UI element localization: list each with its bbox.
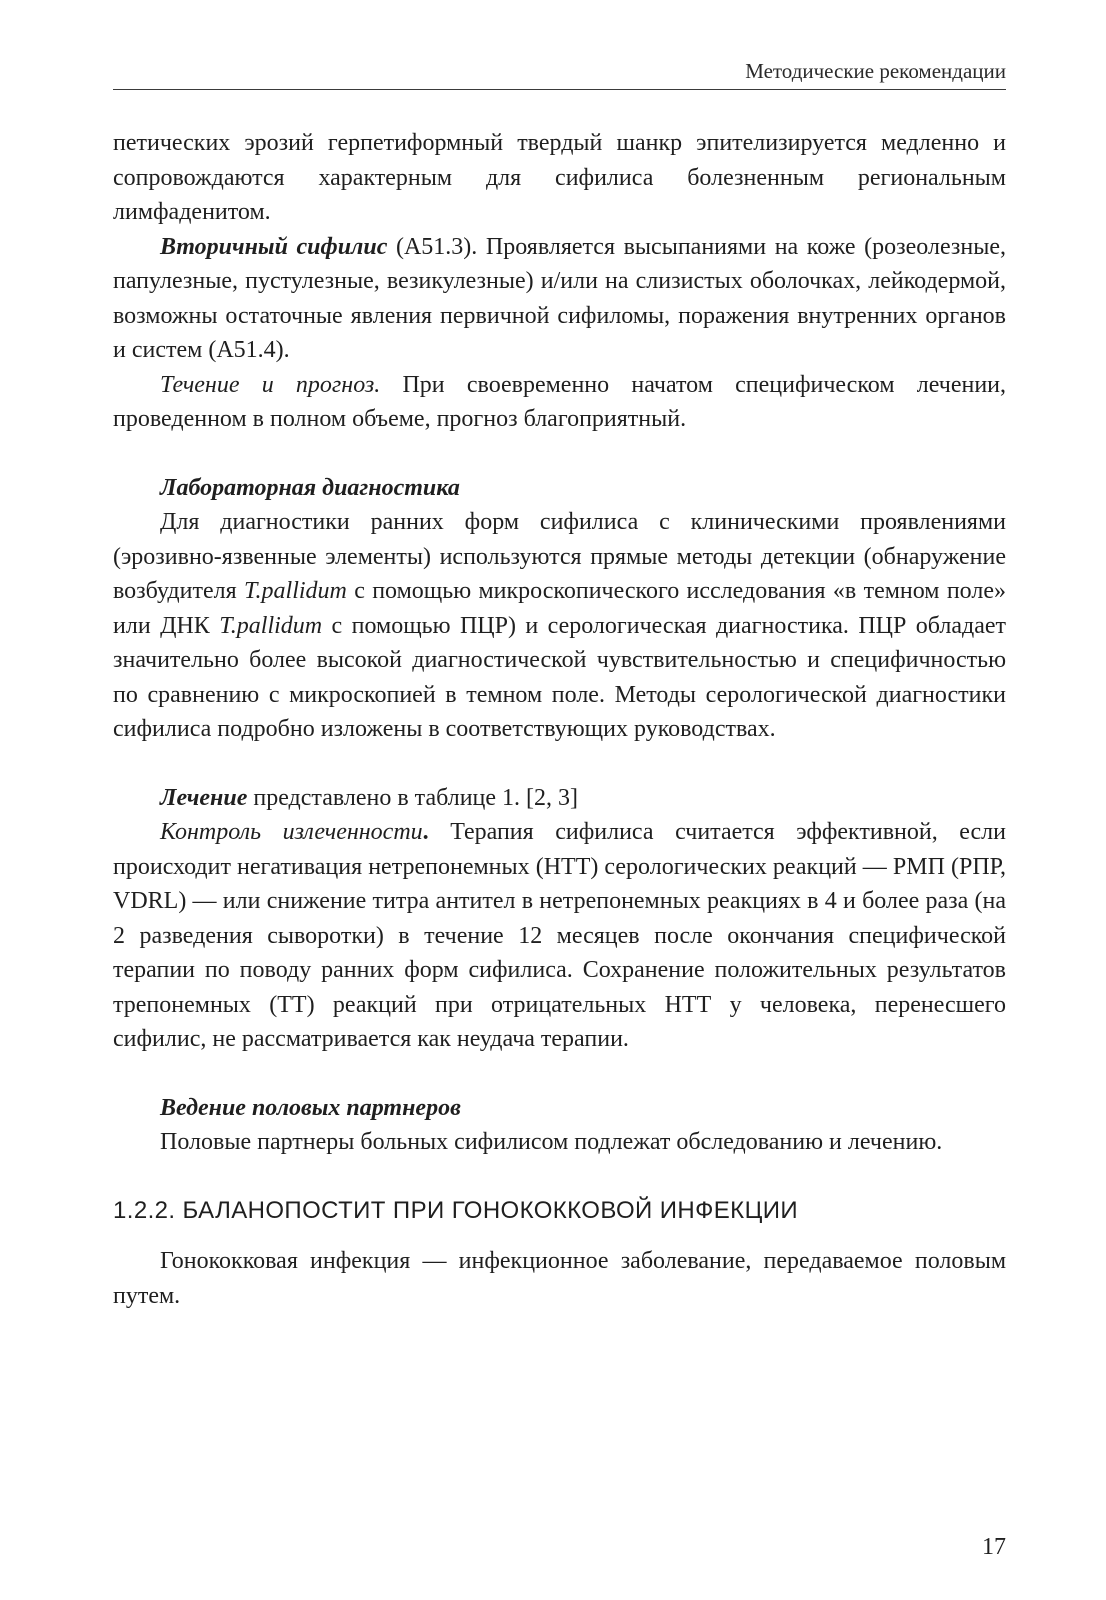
spacer: [113, 747, 1006, 781]
section-heading: 1.2.2. БАЛАНОПОСТИТ ПРИ ГОНОКОККОВОЙ ИНФЕКЦИИ: [113, 1196, 799, 1224]
term-course-prognosis: Течение и прогноз.: [160, 371, 381, 398]
paragraph-text: Для диагностики ранних форм сифилиса с клиническими проявлениями (эрозивно-язвенные элементы) используются прямые методы детекции (обнаружение возбудителя: [113, 509, 1006, 604]
body-text: [113, 126, 1006, 1313]
paragraph-text: с помощью ПЦР) и серологическая диагностика. ПЦР обладает значительно более высокой диагностической чувствительностью и специфичностью по сравнению с микроскопией в темном поле. Методы серологической диагностики сифилиса подробно изложены в соответствующих руководствах.: [113, 612, 1006, 742]
paragraph-continuation: петических эрозий герпетиформный твердый шанкр эпителизируется медленно и сопровождаются характерным для сифилиса болезненным региональным лимфаденитом.: [113, 130, 1006, 225]
paragraph-secondary-syphilis: [113, 230, 1006, 368]
spacer: [113, 1228, 1006, 1244]
paragraph-text: При своевременно начатом специфическом лечении, проведенном в полном объеме, прогноз благоприятный.: [113, 371, 1007, 432]
paragraph-treatment: [113, 781, 1006, 816]
spacer: [113, 1057, 1006, 1091]
term-treatment: Лечение: [160, 784, 248, 811]
paragraph-text: с помощью микроскопического исследования «в темном поле» или ДНК: [113, 578, 1006, 639]
paragraph-course-prognosis: [113, 368, 1006, 437]
term-secondary-syphilis: Вторичный сифилис: [160, 233, 388, 260]
spacer: [113, 1160, 1006, 1194]
running-header: Методические рекомендации: [745, 59, 1006, 83]
paragraph-partners: Половые партнеры больных сифилисом подлежат обследованию и лечению.: [160, 1129, 943, 1155]
paragraph-lab-diagnostics: [113, 505, 1006, 747]
subheading-lab-diagnostics: Лабораторная диагностика: [160, 474, 460, 501]
term-dot: .: [422, 819, 429, 845]
page-number: 17: [982, 1534, 1006, 1560]
species-name: T.pallidum: [219, 612, 323, 639]
subheading-partners: Ведение половых партнеров: [160, 1094, 461, 1121]
paragraph-text: представлено в таблице 1. [2, 3]: [247, 784, 579, 811]
header-rule: [113, 89, 1006, 90]
paragraph-text: Терапия сифилиса считается эффективной, если происходит негативация нетрепонемных (НТТ) серологических реакций — РМП (РПР, VDRL) — или снижение титра антител в нетрепонемных реакциях в 4 и более раза (на 2 разведения сыворотки) в течение 12 месяцев после окончания специфической терапии по поводу ранних форм сифилиса. Сохранение положительных результатов трепонемных (ТТ) реакций при отрицательных НТТ у человека, перенесшего сифилис, не рассматривается как неудача терапии.: [113, 819, 1006, 1052]
paragraph-cure-control: [113, 815, 1006, 1057]
paragraph-text: (А51.3). Проявляется высыпаниями на коже (розеолезные, папулезные, пустулезные, везикулезные) и/или на слизистых оболочках, лейкодермой, возможны остаточные явления первичной сифиломы, поражения внутренних органов и систем (А51.4).: [113, 233, 1006, 363]
spacer: [113, 437, 1006, 471]
term-cure-control: Контроль излеченности: [160, 819, 423, 845]
species-name: T.pallidum: [243, 578, 347, 604]
paragraph-gonococcal: Гонококковая инфекция — инфекционное заболевание, передаваемое половым путем.: [113, 1248, 1006, 1309]
